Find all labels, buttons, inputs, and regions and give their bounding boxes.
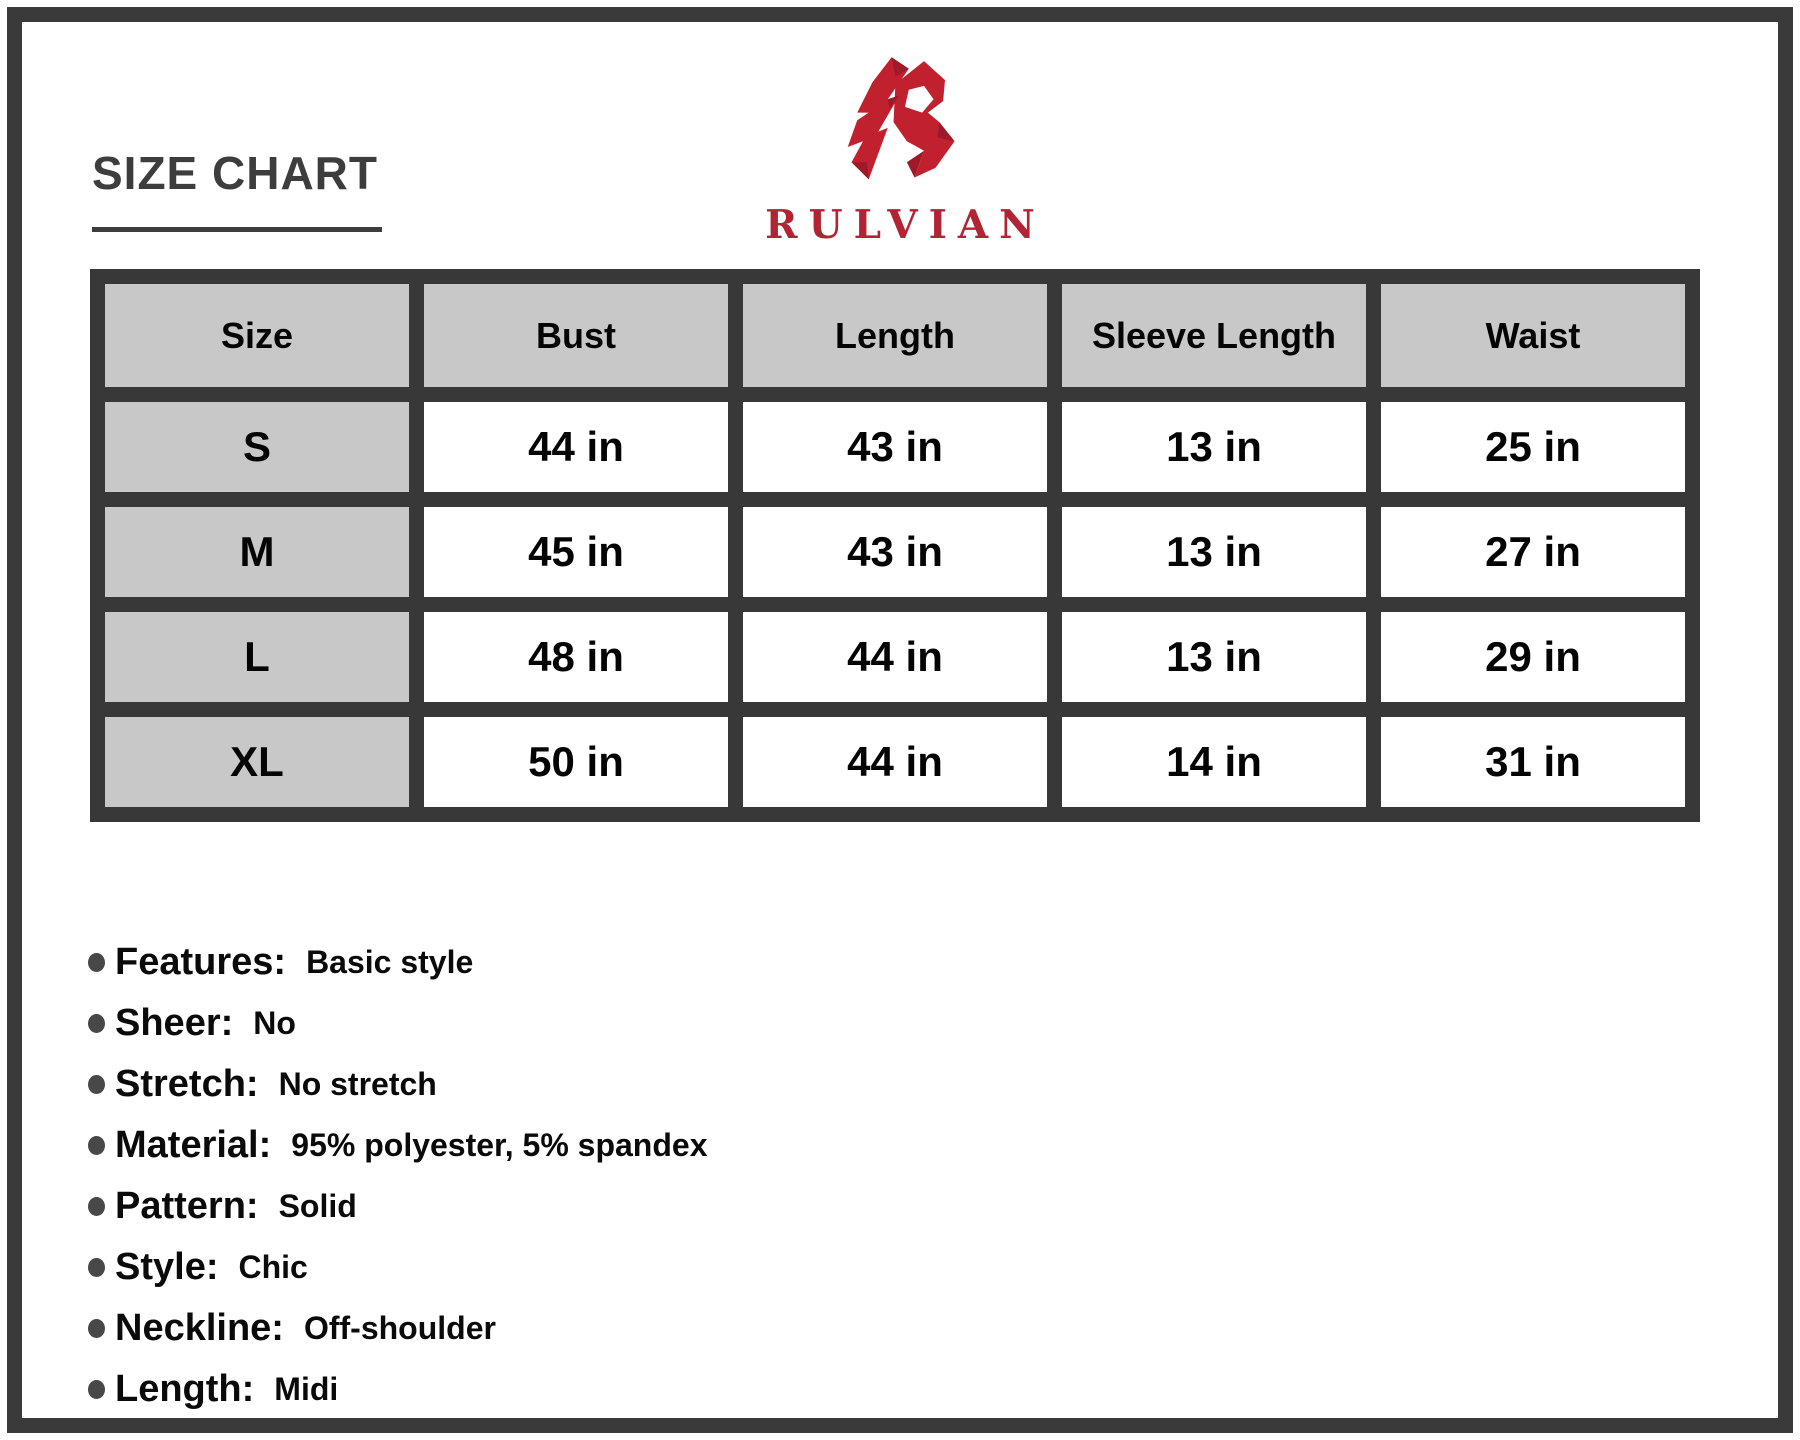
- list-item-style: [88, 1247, 707, 1287]
- column-header-sleeve: Sleeve Length: [1055, 277, 1374, 395]
- size-cell: XL: [98, 710, 417, 815]
- bullet-icon: [88, 1319, 105, 1338]
- list-item-neckline: [88, 1308, 707, 1348]
- size-cell: M: [98, 500, 417, 605]
- size-cell: S: [98, 395, 417, 500]
- table-header-row: [98, 277, 1693, 395]
- column-header-length: Length: [736, 277, 1055, 395]
- detail-label: Neckline:: [115, 1306, 284, 1349]
- detail-label: Pattern:: [115, 1184, 259, 1227]
- column-header-bust: Bust: [417, 277, 736, 395]
- bullet-icon: [88, 1075, 105, 1094]
- detail-value: Basic style: [306, 943, 474, 980]
- list-item-length: [88, 1369, 707, 1409]
- detail-value: Chic: [238, 1248, 308, 1285]
- bullet-icon: [88, 1258, 105, 1277]
- detail-label: Length:: [115, 1367, 255, 1410]
- list-item-stretch: [88, 1064, 707, 1104]
- bullet-icon: [88, 1197, 105, 1216]
- detail-value: No stretch: [278, 1065, 437, 1102]
- details-list: [88, 942, 707, 1430]
- size-cell: L: [98, 605, 417, 710]
- bullet-icon: [88, 1380, 105, 1399]
- table-cell: 14 in: [1055, 710, 1374, 815]
- size-chart-table: [90, 269, 1700, 822]
- table-row-m: [98, 500, 1693, 605]
- list-item-material: [88, 1125, 707, 1165]
- table-cell: 13 in: [1055, 500, 1374, 605]
- detail-label: Style:: [115, 1245, 219, 1288]
- table-cell: 25 in: [1374, 395, 1693, 500]
- page-title: SIZE CHART: [92, 147, 378, 199]
- title-underline: [92, 227, 382, 232]
- table-cell: 45 in: [417, 500, 736, 605]
- table-cell: 44 in: [736, 605, 1055, 710]
- column-header-waist: Waist: [1374, 277, 1693, 395]
- list-item-pattern: [88, 1186, 707, 1226]
- bullet-icon: [88, 953, 105, 972]
- table-cell: 48 in: [417, 605, 736, 710]
- detail-value: Off-shoulder: [303, 1309, 496, 1346]
- detail-value: 95% polyester, 5% spandex: [291, 1126, 708, 1163]
- table-cell: 50 in: [417, 710, 736, 815]
- detail-label: Stretch:: [115, 1062, 259, 1105]
- table-cell: 31 in: [1374, 710, 1693, 815]
- table-cell: 13 in: [1055, 605, 1374, 710]
- detail-label: Material:: [115, 1123, 272, 1166]
- detail-value: Solid: [278, 1187, 357, 1224]
- list-item-sheer: [88, 1003, 707, 1043]
- table-cell: 44 in: [736, 710, 1055, 815]
- detail-label: Features:: [115, 940, 287, 983]
- brand-wordmark: RULVIAN: [765, 202, 1046, 248]
- brand-r-icon: [838, 52, 962, 198]
- table-cell: 29 in: [1374, 605, 1693, 710]
- detail-label: Sheer:: [115, 1001, 234, 1044]
- table-row-s: [98, 395, 1693, 500]
- table-cell: 44 in: [417, 395, 736, 500]
- detail-value: No: [253, 1004, 296, 1041]
- table-cell: 43 in: [736, 395, 1055, 500]
- table-row-xl: [98, 710, 1693, 815]
- detail-value: Midi: [274, 1370, 339, 1407]
- table-row-l: [98, 605, 1693, 710]
- table-cell: 13 in: [1055, 395, 1374, 500]
- bullet-icon: [88, 1014, 105, 1033]
- list-item-features: [88, 942, 707, 982]
- table-cell: 43 in: [736, 500, 1055, 605]
- brand-logo: [754, 52, 1046, 248]
- column-header-size: Size: [98, 277, 417, 395]
- table-cell: 27 in: [1374, 500, 1693, 605]
- bullet-icon: [88, 1136, 105, 1155]
